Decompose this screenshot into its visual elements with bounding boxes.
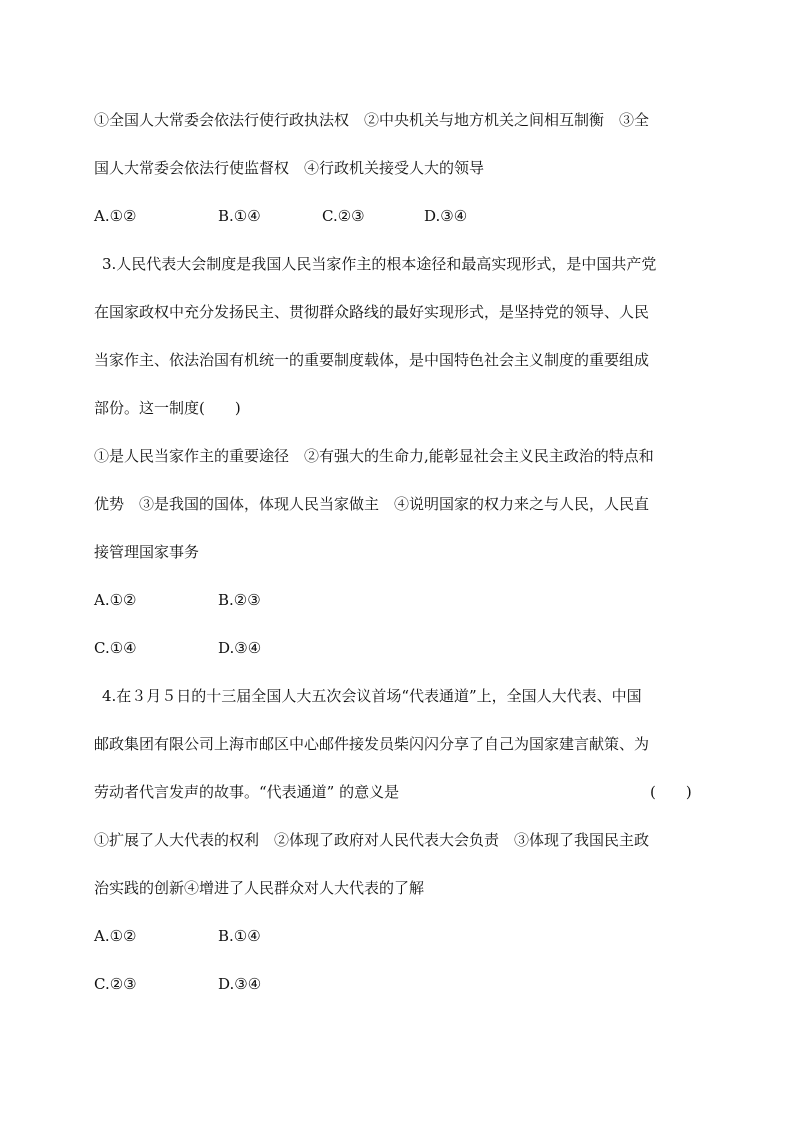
q2-statement-line-2: 国人大常委会依法行使监督权 ④行政机关接受人大的领导 — [94, 159, 485, 177]
q3-option-d: D.③④ — [218, 639, 262, 657]
q4-option-b: B.①④ — [218, 927, 261, 945]
q4-statement-line-1: ①扩展了人大代表的权利 ②体现了政府对人民代表大会负责 ③体现了我国民主政 — [94, 831, 650, 849]
q3-option-a: A.①② — [94, 591, 137, 609]
q2-statement-line-1: ①全国人大常委会依法行使行政执法权 ②中央机关与地方机关之间相互制衡 ③全 — [94, 111, 650, 129]
q4-stem-line-3: 劳动者代言发声的故事。“代表通道” 的意义是 — [94, 783, 400, 801]
q3-option-c: C.①④ — [94, 639, 137, 657]
q3-stem-line-1: 3.人民代表大会制度是我国人民当家作主的根本途径和最高实现形式，是中国共产党 — [102, 255, 657, 273]
q4-option-a: A.①② — [94, 927, 137, 945]
q4-option-d: D.③④ — [218, 975, 262, 993]
q3-statement-line-2: 优势 ③是我国的国体，体现人民当家做主 ④说明国家的权力来之与人民，人民直 — [94, 495, 650, 513]
q3-stem-line-4: 部份。这一制度( ) — [94, 399, 241, 417]
q2-option-d: D.③④ — [424, 207, 468, 225]
q2-option-c: C.②③ — [322, 207, 365, 225]
q3-option-b: B.②③ — [218, 591, 261, 609]
q4-stem-line-2: 邮政集团有限公司上海市邮区中心邮件接发员柴闪闪分享了自己为国家建言献策、为 — [94, 735, 650, 753]
q3-statement-line-1: ①是人民当家作主的重要途径 ②有强大的生命力,能彰显社会主义民主政治的特点和 — [94, 447, 654, 465]
q3-stem-line-2: 在国家政权中充分发扬民主、贯彻群众路线的最好实现形式，是坚持党的领导、人民 — [94, 303, 650, 321]
q3-statement-line-3: 接管理国家事务 — [94, 543, 200, 561]
q4-option-c: C.②③ — [94, 975, 137, 993]
q4-statement-line-2: 治实践的创新④增进了人民群众对人大代表的了解 — [94, 879, 425, 897]
q3-stem-line-3: 当家作主、依法治国有机统一的重要制度载体，是中国特色社会主义制度的重要组成 — [94, 351, 650, 369]
q2-option-b: B.①④ — [218, 207, 261, 225]
q2-option-a: A.①② — [94, 207, 137, 225]
q4-answer-parentheses: ( ) — [650, 783, 692, 801]
q4-stem-line-1: 4.在３月５日的十三届全国人大五次会议首场“代表通道”上，全国人大代表、中国 — [102, 687, 642, 705]
